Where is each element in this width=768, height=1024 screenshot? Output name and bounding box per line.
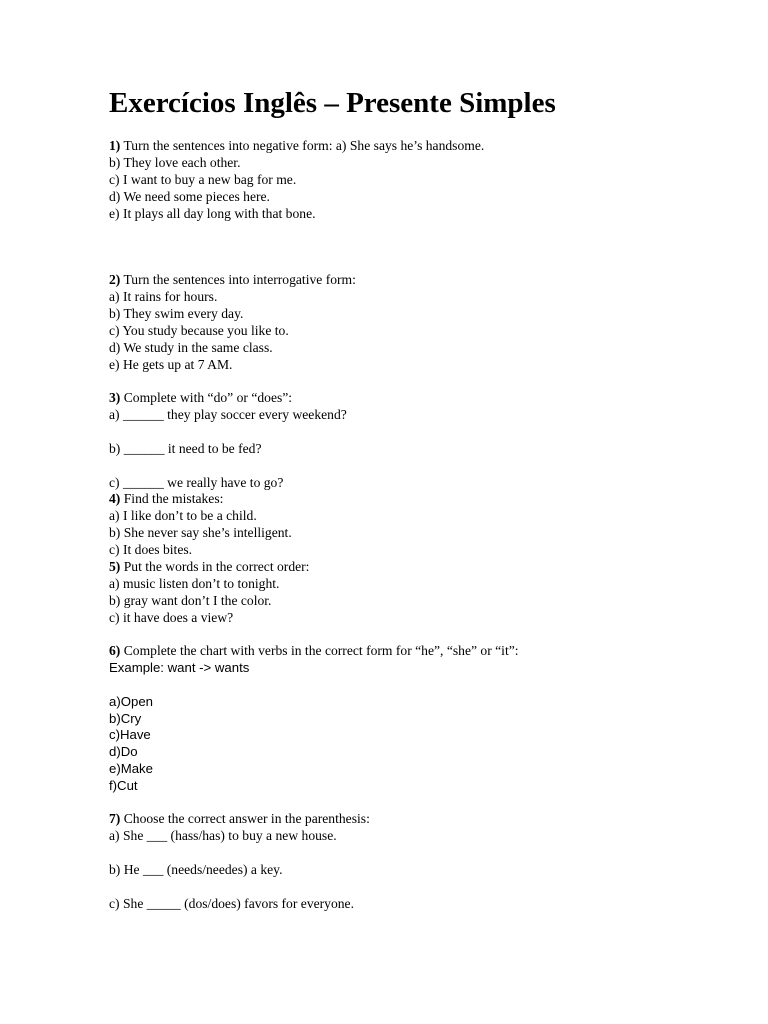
list-item: c)Have [109, 727, 151, 742]
section-7-heading [109, 810, 370, 827]
section-instruction: Complete with “do” or “does”: [120, 390, 293, 405]
list-item: a)Open [109, 694, 153, 709]
list-item: b) They love each other. [109, 155, 241, 170]
list-item: a) She ___ (hass/has) to buy a new house. [109, 828, 337, 843]
list-item: f)Cut [109, 778, 138, 793]
list-item: c) She _____ (dos/does) favors for everyone. [109, 896, 354, 911]
list-item: b) gray want don’t I the color. [109, 593, 272, 608]
section-instruction: Choose the correct answer in the parenthesis: [120, 811, 370, 826]
section-number: 7) [109, 811, 121, 826]
section-instruction: Find the mistakes: [120, 491, 224, 506]
list-item: a) ______ they play soccer every weekend? [109, 407, 347, 422]
section-3-heading [109, 389, 292, 406]
section-number: 1) [109, 138, 121, 153]
section-6-heading [109, 642, 519, 659]
list-item: d)Do [109, 744, 138, 759]
section-number: 3) [109, 390, 121, 405]
section-5-heading [109, 558, 309, 575]
section-1-heading [109, 137, 484, 154]
page-title: Exercícios Inglês – Presente Simples [109, 87, 556, 119]
section-number: 6) [109, 643, 121, 658]
list-item: e) He gets up at 7 AM. [109, 357, 233, 372]
list-item: c) You study because you like to. [109, 323, 289, 338]
section-4-heading [109, 490, 223, 507]
list-item: b) They swim every day. [109, 306, 244, 321]
list-item: a) It rains for hours. [109, 289, 218, 304]
section-instruction: Complete the chart with verbs in the correct form for “he”, “she” or “it”: [120, 643, 519, 658]
list-item: d) We study in the same class. [109, 340, 273, 355]
list-item: c) ______ we really have to go? [109, 475, 284, 490]
section-instruction: Turn the sentences into interrogative form: [120, 272, 356, 287]
example-line: Example: want -> wants [109, 660, 250, 675]
section-number: 2) [109, 272, 121, 287]
list-item: d) We need some pieces here. [109, 189, 270, 204]
section-2-heading [109, 271, 356, 288]
list-item: b) ______ it need to be fed? [109, 441, 262, 456]
section-instruction: Turn the sentences into negative form: a) She says he’s handsome. [120, 138, 485, 153]
list-item: c) I want to buy a new bag for me. [109, 172, 297, 187]
list-item: b)Cry [109, 711, 142, 726]
list-item: e) It plays all day long with that bone. [109, 206, 316, 221]
list-item: c) It does bites. [109, 542, 193, 557]
section-number: 4) [109, 491, 121, 506]
list-item: a) music listen don’t to tonight. [109, 576, 280, 591]
list-item: b) He ___ (needs/needes) a key. [109, 862, 283, 877]
list-item: e)Make [109, 761, 153, 776]
section-number: 5) [109, 559, 121, 574]
section-instruction: Put the words in the correct order: [120, 559, 310, 574]
list-item: c) it have does a view? [109, 610, 234, 625]
list-item: a) I like don’t to be a child. [109, 508, 257, 523]
list-item: b) She never say she’s intelligent. [109, 525, 292, 540]
